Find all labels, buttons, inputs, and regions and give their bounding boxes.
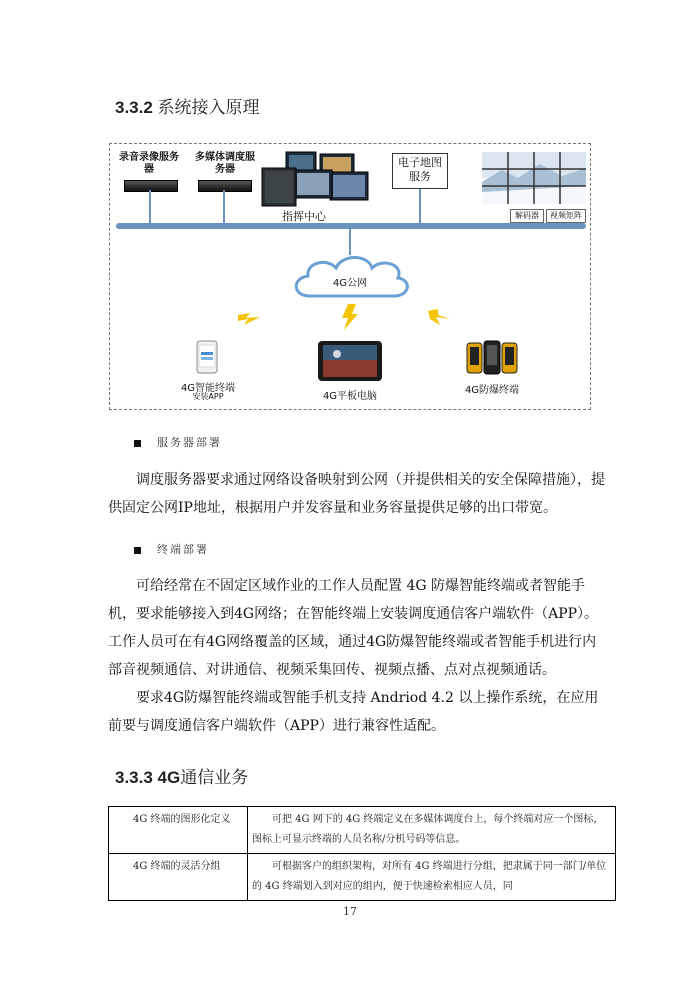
table-row xyxy=(109,807,616,854)
section-heading-333 xyxy=(115,763,248,788)
terminal-deployment-paragraph-1: 可给经常在不固定区域作业的工作人员配置 4G 防爆智能终端或者智能手机，要求能够接入到4G网络；在智能终端上安装调度通信客户端软件（APP）。工作人员可在有4G网络覆盖的区域，通过4G防爆智能终端或者智能手机进行内部音视频通信、对讲通信、视频采集回传、视频点播、点对点视频通话。 xyxy=(108,578,599,678)
lightning-left-icon xyxy=(236,309,262,327)
feature-cell: 4G 终端的灵活分组 xyxy=(109,854,248,901)
network-label: 4G公网 xyxy=(332,278,368,289)
smart-terminal-sublabel: 安装APP xyxy=(192,392,224,401)
section-number: 3.3.2 xyxy=(115,98,153,117)
recording-server-label: 录音录像服务器 xyxy=(119,152,179,175)
multimedia-server-link xyxy=(223,190,225,223)
bullet-server-deployment xyxy=(134,434,222,450)
decoder-box: 解码器 xyxy=(510,209,544,223)
smart-terminal-label: 4G智能终端 xyxy=(180,383,236,394)
section-title: 系统接入原理 xyxy=(157,98,260,117)
lightning-right-icon xyxy=(426,307,452,327)
lightning-center-icon xyxy=(340,304,360,330)
feature-cell: 4G 终端的图形化定义 xyxy=(109,807,248,854)
explosion-proof-label: 4G防爆终端 xyxy=(464,385,520,396)
tablet-icon xyxy=(317,340,383,382)
description-cell: 可把 4G 网下的 4G 终端定义在多媒体调度台上，每个终端对应一个图标，图标上可显示终端的人员名称/分机号码等信息。 xyxy=(248,807,616,854)
explosion-proof-terminal-icon xyxy=(466,340,518,376)
emap-server-box: 电子地图服务 xyxy=(392,153,448,189)
lan-bus xyxy=(116,223,586,229)
feature-table xyxy=(108,806,616,901)
page-number: 17 xyxy=(343,905,357,918)
video-wall xyxy=(482,152,586,204)
tablet-label: 4G平板电脑 xyxy=(322,391,378,402)
multimedia-server-icon xyxy=(198,180,252,192)
architecture-diagram xyxy=(109,143,591,410)
section-title: 通信业务 xyxy=(180,768,249,787)
table-row xyxy=(109,854,616,901)
section-title-bold: 4G xyxy=(157,768,181,787)
bullet-square-icon xyxy=(134,547,141,554)
recording-server-link xyxy=(149,190,151,223)
bullet-terminal-text: 终端部署 xyxy=(157,543,209,556)
section-number: 3.3.3 xyxy=(115,768,153,787)
terminal-deployment-paragraph-2: 要求4G防爆智能终端或智能手机支持 Andriod 4.2 以上操作系统，在应用前要与调度通信客户端软件（APP）进行兼容性适配。 xyxy=(108,690,599,734)
multimedia-server-label: 多媒体调度服务器 xyxy=(195,152,255,175)
server-deployment-paragraph: 调度服务器要求通过网络设备映射到公网（并提供相关的安全保障措施），提供固定公网IP地址，根据用户并发容量和业务容量提供足够的出口带宽。 xyxy=(108,472,605,516)
command-center-monitors xyxy=(258,150,373,210)
description-cell: 可根据客户的组织架构，对所有 4G 终端进行分组，把隶属于同一部门/单位的 4G 终端划入到对应的组内，便于快速检索相应人员，同 xyxy=(248,854,616,901)
smartphone-icon xyxy=(196,340,218,374)
section-heading-332 xyxy=(115,93,260,118)
bullet-terminal-deployment xyxy=(134,541,209,557)
recording-server-icon xyxy=(124,180,178,192)
video-matrix-box: 视频矩阵 xyxy=(546,209,586,223)
command-center-label: 指挥中心 xyxy=(282,210,326,223)
bullet-square-icon xyxy=(134,440,141,447)
emap-server-link xyxy=(419,189,421,223)
bullet-server-text: 服务器部署 xyxy=(157,436,222,449)
